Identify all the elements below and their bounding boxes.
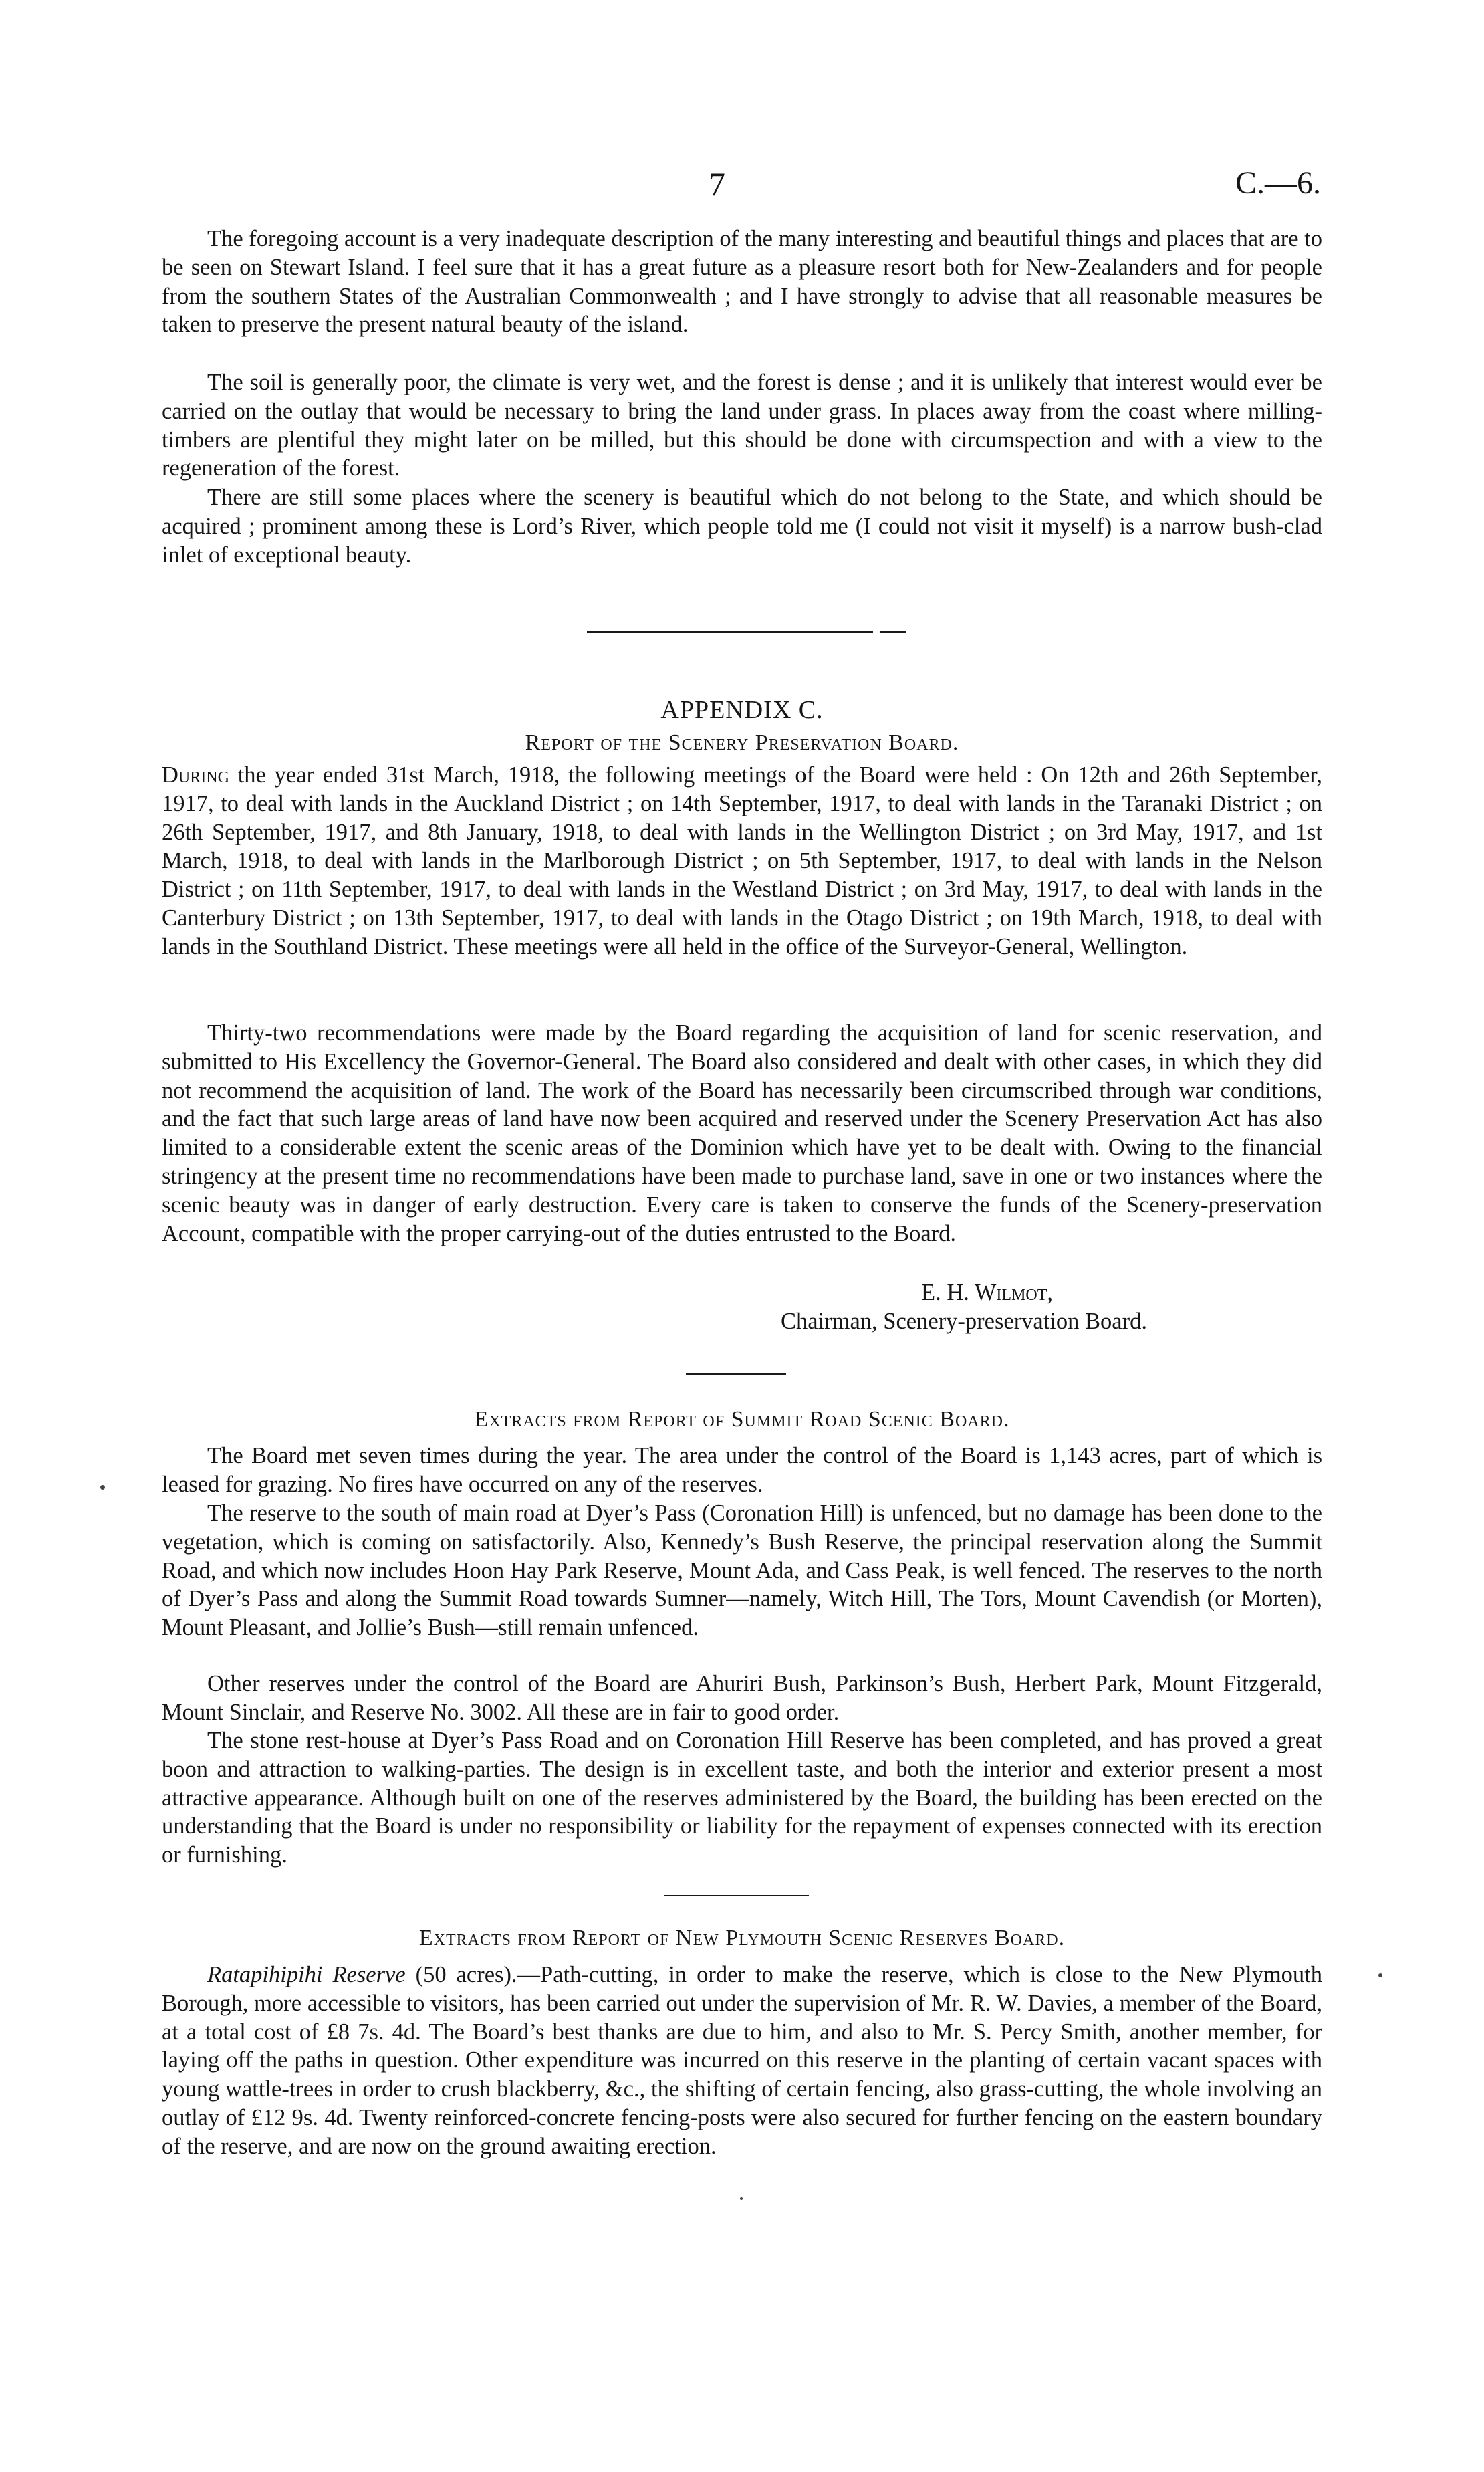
section-divider: [686, 1373, 786, 1375]
page-number: 7: [709, 165, 725, 203]
signature-name: E. H. Wilmot,: [921, 1280, 1054, 1305]
scan-speck: [740, 2197, 743, 2200]
appendix-paragraph: [162, 761, 1322, 1019]
paragraph-text: the year ended 31st March, 1918, the following meetings of the Board were held : On 12th and 26th September, 1917, to deal with lands in the Auckland District ; on 14th September, 1917, to deal with lands in the Taranaki District ; on 26th September, 1917, and 8th January, 1918, to deal with lands in the Wellington District ; on 3rd May, 1917, and 1st March, 1918, to deal with lands in the Marlborough District ; on 5th September, 1917, to deal with lands in the Nelson District ; on 11th September, 1917, to deal with lands in the Westland District ; on 3rd May, 1917, to deal with lands in the Canterbury District ; on 13th September, 1917, to deal with lands in the Otago District ; on 19th March, 1918, to deal with lands in the Southland District. These meetings were all held in the office of the Surveyor-General, Wellington.: [162, 762, 1322, 960]
summit-paragraph: The reserve to the south of main road at Dyer’s Pass (Coronation Hill) is unfenced, but no damage has been done to the vegetation, which is coming on satisfactorily. Also, Kennedy’s Bush Reserve, the principal reservation along the Summit Road, and which now includes Hoon Hay Park Reserve, Mount Ada, and Cass Peak, is well fenced. The reserves to the north of Dyer’s Pass and along the Summit Road towards Sumner—namely, Witch Hill, The Tors, Mount Cavendish (or Morten), Mount Pleasant, and Jollie’s Bush—still remain unfenced.: [162, 1500, 1322, 1641]
appendix-subtitle: Report of the Scenery Preservation Board.: [525, 730, 959, 755]
signature-title: Chairman, Scenery-preservation Board.: [781, 1308, 1147, 1334]
scan-speck: [100, 1485, 105, 1490]
lead-word: During: [162, 762, 229, 788]
summit-paragraph: Other reserves under the control of the Board are Ahuriri Bush, Parkinson’s Bush, Herbert Park, Mount Fitzgerald, Mount Sinclair, and Reserve No. 3002. All these are in fair to good order.: [162, 1671, 1322, 1725]
intro-paragraph: The soil is generally poor, the climate is very wet, and the forest is dense ; and it is unlikely that interest would ever be carried on the outlay that would be necessary to bring the land under grass. In places away from the coast where milling-timbers are plentiful they might later on be milled, but this should be done with circumspection and with a view to the regeneration of the forest.: [162, 370, 1322, 481]
section-divider-dash: [880, 631, 906, 633]
document-reference: C.—6.: [1235, 165, 1321, 201]
appendix-title: APPENDIX C.: [660, 696, 824, 724]
section-divider: [664, 1895, 809, 1896]
page-header: [0, 164, 1484, 211]
section-divider: [587, 631, 873, 633]
intro-paragraph: There are still some places where the scenery is beautiful which do not belong to the State, and which should be acquired ; prominent among these is Lord’s River, which people told me (I could not visit it myself) is a narrow bush-clad inlet of exceptional beauty.: [162, 485, 1322, 568]
plymouth-heading: Extracts from Report of New Plymouth Scenic Reserves Board.: [418, 1926, 1066, 1950]
reserve-name: Ratapihipihi Reserve: [207, 1962, 406, 1987]
scan-speck: [1378, 1973, 1382, 1977]
intro-paragraph: The foregoing account is a very inadequate description of the many interesting and beautiful things and places that are to be seen on Stewart Island. I feel sure that it has a great future as a pleasure resort both for New-Zealanders and for people from the southern States of the Australian Commonwealth ; and I have strongly to advise that all reasonable measures be taken to preserve the present natural beauty of the island.: [162, 226, 1322, 338]
appendix-paragraph: Thirty-two recommendations were made by the Board regarding the acquisition of land for scenic reservation, and submitted to His Excellency the Governor-General. The Board also considered and dealt with other cases, in which they did not recommend the acquisition of land. The work of the Board has necessarily been circumscribed through war conditions, and the fact that such large areas of land have now been acquired and reserved under the Scenery Preservation Act has also limited to a considerable extent the scenic areas of the Dominion which have yet to be dealt with. Owing to the financial stringency at the present time no recommendations have been made to purchase land, save in one or two instances where the scenic beauty was in danger of early destruction. Every care is taken to conserve the funds of the Scenery-preservation Account, compatible with the proper carrying-out of the duties entrusted to the Board.: [162, 1020, 1322, 1246]
signature-block: [781, 1278, 1316, 1336]
summit-paragraph: The Board met seven times during the year. The area under the control of the Board is 1,143 acres, part of which is leased for grazing. No fires have occurred on any of the reserves.: [162, 1443, 1322, 1497]
summit-paragraph: The stone rest-house at Dyer’s Pass Road and on Coronation Hill Reserve has been completed, and has proved a great boon and attraction to walking-parties. The design is in excellent taste, and both the interior and exterior present a most attractive appearance. Although built on one of the reserves administered by the Board, the building has been erected on the understanding that the Board is under no responsibility or liability for the repayment of expenses connected with its erection or furnishing.: [162, 1728, 1322, 1868]
paragraph-text: (50 acres).—Path-cutting, in order to make the reserve, which is close to the New Plymouth Borough, more accessible to visitors, has been carried out under the supervision of Mr. R. W. Davies, a member of the Board, at a total cost of £8 7s. 4d. The Board’s best thanks are due to him, and also to Mr. S. Percy Smith, another member, for laying off the paths in question. Other expenditure was incurred on this reserve in the planting of certain vacant spaces with young wattle-trees in order to crush blackberry, &c., the shifting of certain fencing, also grass-cutting, the whole involving an outlay of £12 9s. 4d. Twenty reinforced-concrete fencing-posts were also secured for further fencing on the eastern boundary of the reserve, and are now on the ground awaiting erection.: [162, 1962, 1322, 2159]
plymouth-paragraph: [162, 1960, 1322, 2221]
summit-heading: Extracts from Report of Summit Road Scenic Board.: [474, 1407, 1010, 1432]
